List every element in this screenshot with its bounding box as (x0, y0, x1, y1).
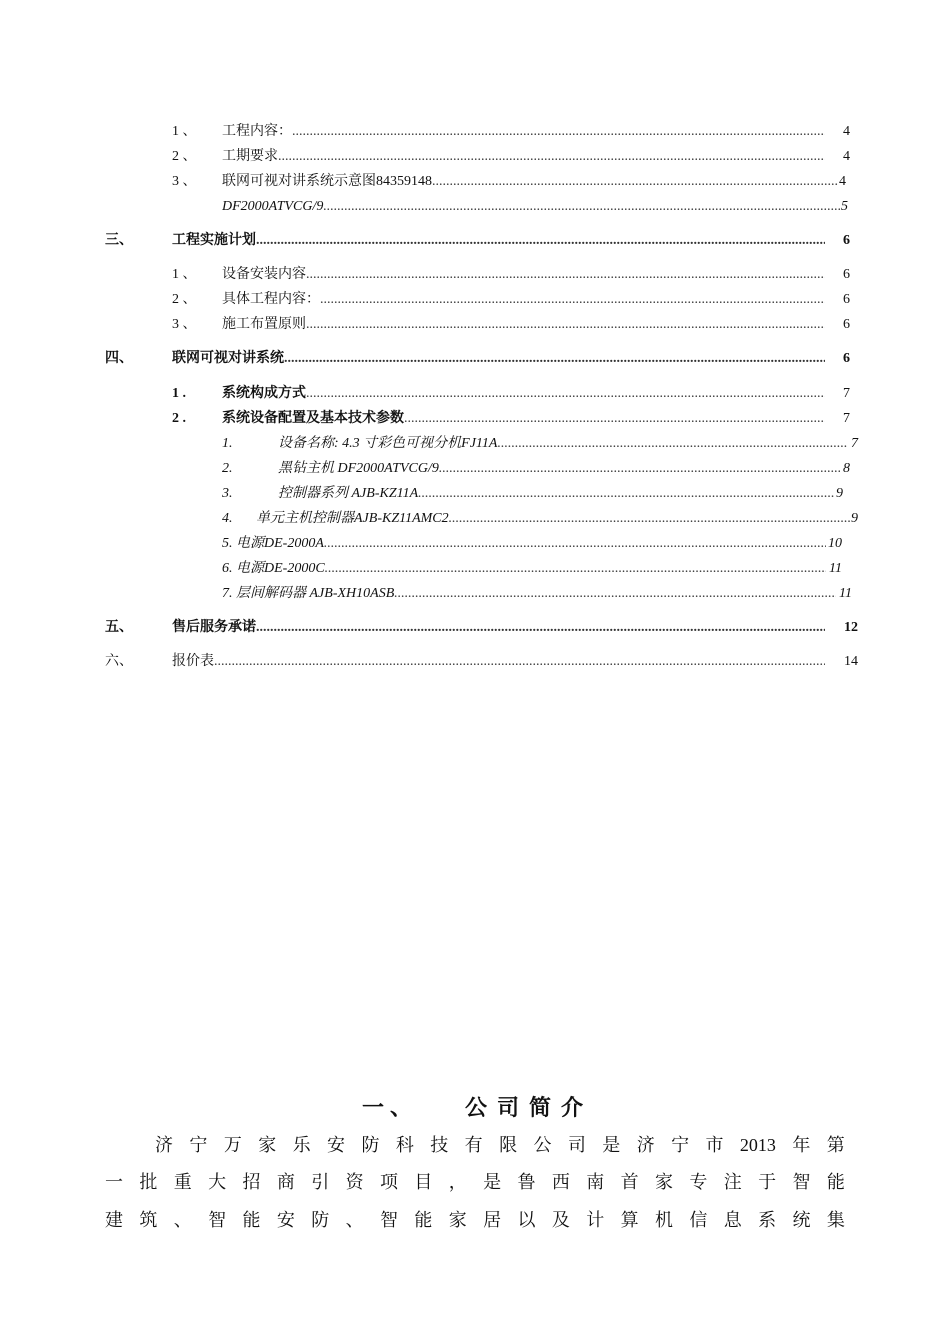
toc-title: 设备安装内容 (222, 267, 306, 282)
toc-number: 2 、 (172, 149, 197, 164)
toc-page: 7 (843, 411, 850, 426)
toc-entry[interactable] (0, 122, 950, 142)
toc-title: 5. 电源DE-2000A (222, 536, 324, 551)
toc-title: 系统设备配置及基本技术参数 (222, 411, 404, 426)
toc-page: 7 (851, 436, 858, 451)
toc-page: 7 (843, 386, 850, 401)
toc-entry[interactable] (0, 509, 950, 529)
paragraph-glyph: 是 (483, 1172, 502, 1192)
toc-title: 联网可视对讲系统示意图84359148 (222, 174, 432, 189)
paragraph-glyph: 重 (173, 1172, 192, 1192)
paragraph-glyph: 一 (105, 1172, 123, 1192)
toc-number: 2. (222, 461, 233, 476)
paragraph-glyph: 家 (258, 1135, 277, 1155)
paragraph-glyph: 万 (223, 1135, 242, 1155)
paragraph-glyph: 限 (499, 1135, 518, 1155)
toc-number: 3 、 (172, 174, 197, 189)
section-heading (0, 1090, 950, 1126)
toc-entry[interactable] (0, 172, 950, 192)
toc-page: 5 (841, 199, 848, 214)
toc-number: 六、 (105, 654, 133, 669)
paragraph-glyph: 能 (242, 1210, 261, 1230)
paragraph-glyph: 统 (792, 1210, 811, 1230)
toc-entry[interactable] (0, 618, 950, 638)
paragraph-glyph: 集 (826, 1210, 845, 1230)
paragraph-glyph: 安 (327, 1135, 346, 1155)
paragraph-glyph: 商 (276, 1172, 295, 1192)
paragraph-glyph: 防 (311, 1210, 330, 1230)
paragraph-glyph: 批 (139, 1172, 158, 1192)
toc-entry[interactable] (0, 315, 950, 335)
section-number: 一、 (362, 1095, 419, 1120)
toc-title: 工程内容： (222, 124, 292, 139)
paragraph-glyph: 智 (792, 1172, 811, 1192)
toc-page: 6 (843, 351, 850, 366)
toc-number: 三、 (105, 233, 133, 248)
paragraph-glyph: 是 (602, 1135, 621, 1155)
toc-title: 工程实施计划 (172, 233, 256, 248)
paragraph-glyph: 招 (242, 1172, 261, 1192)
toc-entry[interactable] (0, 197, 950, 217)
paragraph-glyph: 家 (448, 1210, 467, 1230)
toc-number: 2 、 (172, 292, 197, 307)
paragraph-glyph: 技 (430, 1135, 449, 1155)
paragraph-glyph: 居 (483, 1210, 502, 1230)
paragraph-glyph: 智 (208, 1210, 227, 1230)
toc-number: 1 . (172, 386, 186, 401)
toc-page: 6 (843, 233, 850, 248)
toc-entry[interactable] (0, 584, 950, 604)
paragraph-glyph: 2013 (739, 1135, 776, 1155)
toc-title: 单元主机控制器AJB-KZ11AMC2 (256, 511, 449, 526)
toc-entry[interactable] (0, 409, 950, 429)
toc-entry[interactable] (0, 434, 950, 454)
paragraph-glyph: 及 (551, 1210, 570, 1230)
toc-number: 3 、 (172, 317, 197, 332)
toc-title: DF2000ATVCG/9 (222, 199, 324, 214)
paragraph-glyph: 引 (311, 1172, 330, 1192)
toc-entry[interactable] (0, 265, 950, 285)
paragraph-glyph: 算 (620, 1210, 639, 1230)
paragraph-glyph: 机 (655, 1210, 673, 1230)
paragraph-glyph: 济 (636, 1135, 655, 1155)
toc-number: 1 、 (172, 267, 197, 282)
toc-number: 4. (222, 511, 233, 526)
toc-page: 9 (851, 511, 858, 526)
toc-entry[interactable] (0, 147, 950, 167)
toc-title: 工期要求 (222, 149, 278, 164)
toc-title: 具体工程内容： (222, 292, 320, 307)
paragraph-glyph: 防 (361, 1135, 380, 1155)
paragraph-glyph: 于 (758, 1172, 777, 1192)
toc-title: 设备名称: 4.3 寸彩色可视分机FJ11A (278, 436, 498, 451)
toc-page: 10 (828, 536, 842, 551)
toc-page: 11 (829, 561, 842, 576)
toc-entry[interactable] (0, 290, 950, 310)
paragraph-glyph: 宁 (189, 1135, 208, 1155)
paragraph-glyph: 计 (586, 1210, 605, 1230)
paragraph-glyph: 专 (689, 1172, 708, 1192)
paragraph-glyph: 安 (276, 1210, 295, 1230)
toc-entry[interactable] (0, 459, 950, 479)
toc-entry[interactable] (0, 534, 950, 554)
toc-page: 6 (843, 292, 850, 307)
toc-title: 6. 电源DE-2000C (222, 561, 325, 576)
toc-entry[interactable] (0, 484, 950, 504)
paragraph-glyph: 、 (173, 1210, 192, 1230)
toc-title: 售后服务承诺 (172, 620, 256, 635)
toc-entry[interactable] (0, 231, 950, 251)
paragraph-glyph: 信 (689, 1210, 708, 1230)
paragraph-glyph: 目 (414, 1172, 433, 1192)
paragraph-glyph: 乐 (292, 1135, 311, 1155)
toc-entry[interactable] (0, 559, 950, 579)
paragraph-glyph: 息 (723, 1210, 742, 1230)
toc-title: 联网可视对讲系统 (172, 351, 284, 366)
toc-title: 7. 层间解码器 AJB-XH10ASB (222, 586, 395, 601)
paragraph-glyph: 智 (380, 1210, 398, 1230)
paragraph-glyph: 系 (758, 1210, 777, 1230)
paragraph-glyph: 资 (345, 1172, 364, 1192)
section-title: 公司简介 (465, 1095, 594, 1120)
toc-page: 11 (839, 586, 852, 601)
paragraph-glyph: 年 (792, 1135, 811, 1155)
toc-page: 4 (839, 174, 846, 189)
paragraph-glyph: 项 (380, 1172, 398, 1192)
toc-page: 6 (843, 317, 850, 332)
paragraph-glyph: ， (448, 1172, 467, 1192)
toc-number: 五、 (105, 620, 133, 635)
paragraph-line (105, 1205, 845, 1235)
toc-entry[interactable] (0, 652, 950, 672)
paragraph-glyph: 筑 (139, 1210, 158, 1230)
paragraph-glyph: 大 (208, 1172, 227, 1192)
paragraph-glyph: 市 (705, 1135, 724, 1155)
toc-title: 报价表 (172, 654, 214, 669)
paragraph-glyph: 、 (345, 1210, 364, 1230)
paragraph-glyph: 家 (655, 1172, 673, 1192)
toc-title: 黑钻主机 DF2000ATVCG/9 (278, 461, 439, 476)
toc-number: 1 、 (172, 124, 197, 139)
toc-page: 12 (844, 620, 858, 635)
paragraph-glyph: 首 (620, 1172, 639, 1192)
paragraph-glyph: 能 (414, 1210, 433, 1230)
toc-number: 四、 (105, 351, 133, 366)
paragraph-line (105, 1167, 845, 1197)
paragraph-glyph: 能 (826, 1172, 845, 1192)
paragraph-glyph: 注 (723, 1172, 742, 1192)
toc-entry[interactable] (0, 349, 950, 369)
toc-title: 控制器系列 AJB-KZ11A (278, 486, 419, 501)
toc-title: 系统构成方式 (222, 386, 306, 401)
toc-page: 8 (843, 461, 850, 476)
paragraph-glyph: 南 (586, 1172, 605, 1192)
toc-page: 14 (844, 654, 858, 669)
paragraph-glyph: 宁 (671, 1135, 690, 1155)
paragraph-glyph: 科 (395, 1135, 414, 1155)
paragraph-glyph: 第 (826, 1135, 845, 1155)
toc-title: 施工布置原则 (222, 317, 306, 332)
toc-number: 2 . (172, 411, 186, 426)
paragraph-glyph: 有 (464, 1135, 483, 1155)
paragraph-line (155, 1130, 845, 1160)
paragraph-glyph: 以 (517, 1210, 536, 1230)
toc-page: 6 (843, 267, 850, 282)
toc-page: 9 (836, 486, 843, 501)
paragraph-glyph: 司 (567, 1135, 586, 1155)
toc-number: 1. (222, 436, 233, 451)
paragraph-glyph: 西 (551, 1172, 570, 1192)
toc-page: 4 (843, 149, 850, 164)
paragraph-glyph: 济 (155, 1135, 173, 1155)
toc-entry[interactable] (0, 384, 950, 404)
toc-number: 3. (222, 486, 233, 501)
toc-page: 4 (843, 124, 850, 139)
paragraph-glyph: 公 (533, 1135, 552, 1155)
paragraph-glyph: 鲁 (517, 1172, 536, 1192)
paragraph-glyph: 建 (105, 1210, 123, 1230)
